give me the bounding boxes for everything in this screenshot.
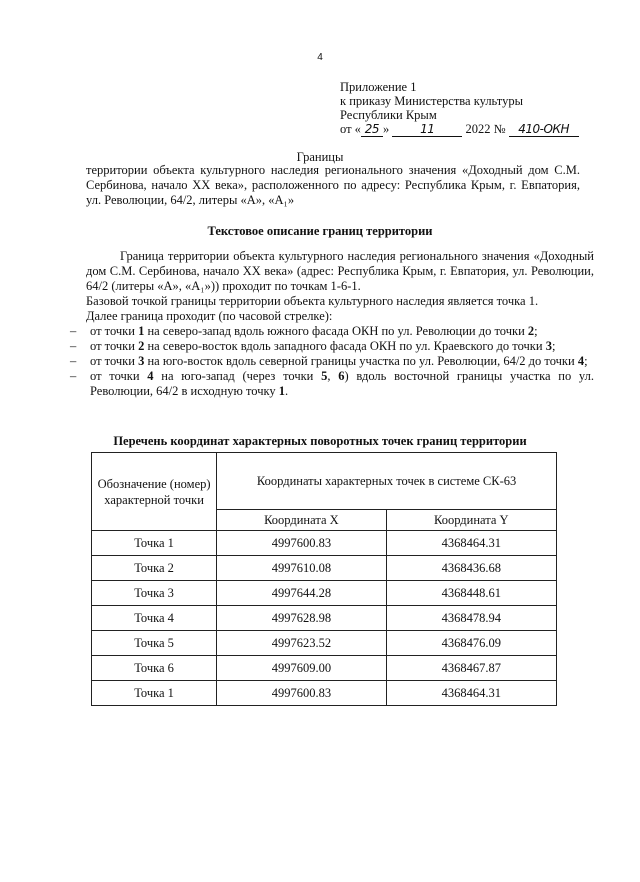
order-prefix: от « [340,122,361,136]
cell-y: 4368476.09 [386,631,556,656]
paragraph-2: Базовой точкой границы территории объекта культурного наследия является точка 1. [86,294,539,308]
step-point: 6 [338,369,345,383]
bullet-dash: – [70,339,77,353]
step-text: ; [584,354,588,368]
list-item [70,324,594,339]
coordinates-table [91,452,557,706]
list-item [70,339,594,354]
order-month: 11 [392,122,462,137]
step-text: на северо-восток вдоль западного фасада ОКН по ул. Краевского до точки [144,339,546,353]
cell-y: 4368464.31 [386,681,556,706]
header-point: Обозначение (номер) характерной точки [92,453,217,531]
order-year: 2022 [465,122,491,136]
cell-y: 4368478.94 [386,606,556,631]
cell-point: Точка 6 [92,656,217,681]
step-text: на северо-запад вдоль южного фасада ОКН по ул. Революции до точки [144,324,528,338]
header-coordinates: Координаты характерных точек в системе СК-63 [217,453,557,510]
order-day: 25 [361,122,383,137]
table-row [92,631,557,656]
table-row [92,531,557,556]
step-text: от точки [90,369,148,383]
bullet-dash: – [70,354,77,368]
table-row [92,681,557,706]
step-point: 2 [527,324,535,338]
cell-x: 4997600.83 [217,531,386,556]
table-header-row [92,453,557,510]
list-item [70,369,594,399]
step-point: 3 [138,354,145,368]
cell-x: 4997610.08 [217,556,386,581]
table-title: Перечень координат характерных поворотных точек границ территории [113,434,527,448]
step-point: 2 [138,339,145,353]
intro-text: территории объекта культурного наследия регионального значения «Доходный дом С.М. Сербинова, начало XX века», расположенного по адресу: Республика Крым, г. Евпатория, ул. Революции, 64/2, литеры «А», «А₁» [86,163,580,207]
paragraph-3: Далее граница проходит (по часовой стрелке): [86,309,333,323]
cell-y: 4368436.68 [386,556,556,581]
order-mid: » [382,122,390,136]
appendix-line-2: к приказу Министерства культуры [340,94,523,108]
cell-point: Точка 3 [92,581,217,606]
page-number: 4 [317,52,323,63]
step-text: от точки [90,339,139,353]
step-point: 3 [545,339,552,353]
cell-point: Точка 2 [92,556,217,581]
order-number: 410-ОКН [509,122,579,137]
appendix-line-3: Республики Крым [340,108,437,122]
step-text: на юго-запад (через точки [153,369,322,383]
step-text: ; [534,324,538,338]
step-text: от точки [90,324,139,338]
cell-y: 4368467.87 [386,656,556,681]
step-text: . [285,384,289,398]
step-text: , [327,369,339,383]
intro-block [86,163,580,208]
cell-x: 4997623.52 [217,631,386,656]
step-text: ) вдоль восточной границы участка по ул. Революции, 64/2 в исходную точку [90,369,594,398]
cell-point: Точка 4 [92,606,217,631]
bullet-dash: – [70,369,77,383]
header-x: Координата X [217,510,386,531]
boundary-steps-list [70,324,594,399]
bullet-dash: – [70,324,77,338]
cell-y: 4368464.31 [386,531,556,556]
cell-x: 4997628.98 [217,606,386,631]
section-heading: Текстовое описание границ территории [207,224,433,238]
step-text: на юго-восток вдоль северной границы участка по ул. Революции, 64/2 до точки [144,354,578,368]
step-point: 4 [577,354,585,368]
table-row [92,606,557,631]
cell-point: Точка 1 [92,681,217,706]
step-text: ; [551,339,556,353]
appendix-line-1: Приложение 1 [340,80,417,94]
step-point: 5 [321,369,328,383]
cell-point: Точка 1 [92,531,217,556]
table-row [92,581,557,606]
cell-x: 4997644.28 [217,581,386,606]
order-number-sign: № [493,122,506,136]
step-text: от точки [90,354,139,368]
header-y: Координата Y [386,510,556,531]
list-item [70,354,594,369]
table-row [92,656,557,681]
cell-y: 4368448.61 [386,581,556,606]
step-point: 4 [147,369,154,383]
cell-x: 4997609.00 [217,656,386,681]
table-row [92,556,557,581]
appendix-block [340,80,579,137]
step-point: 1 [278,384,286,398]
cell-x: 4997600.83 [217,681,386,706]
step-point: 1 [138,324,145,338]
order-date-line [340,122,579,137]
paragraph-1: Граница территории объекта культурного наследия регионального значения «Доходный дом С.М. Сербинова, начало XX века» (адрес: Республика Крым, г. Евпатория, ул. Революции, 64/2 (литеры «А», «А₁»)) проходит по точкам 1-6-1. [86,249,594,293]
cell-point: Точка 5 [92,631,217,656]
document-title: Границы [296,150,344,164]
description-body [70,249,594,399]
